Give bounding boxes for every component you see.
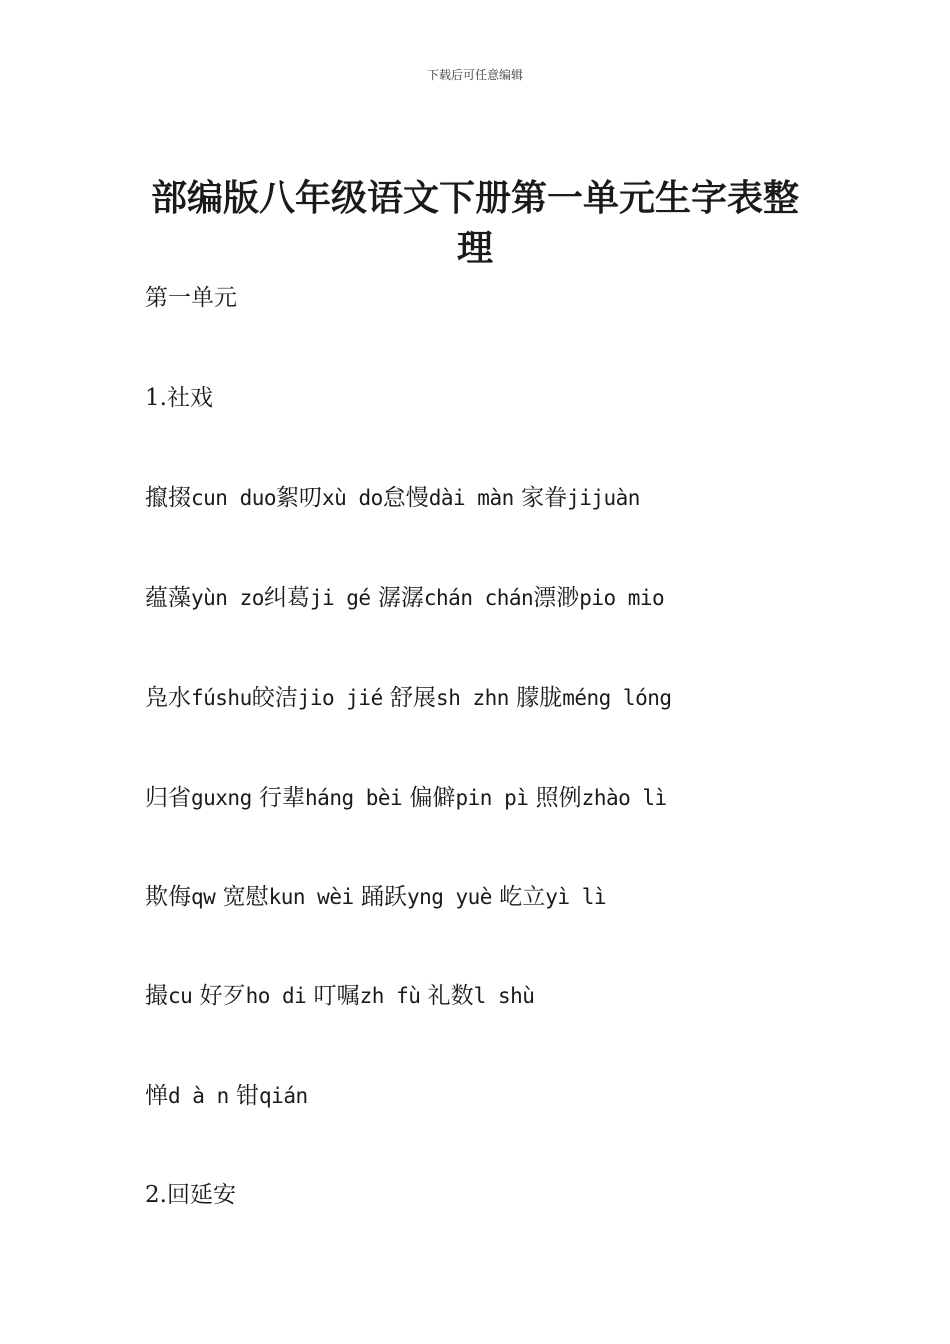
vocab-pinyin: ji gé <box>309 586 371 610</box>
vocab-pinyin: xù do <box>322 486 383 510</box>
vocab-row <box>145 583 825 613</box>
vocab-word: 惮 <box>145 1083 168 1109</box>
vocab-word: 攛掇 <box>145 485 191 511</box>
vocab-word: 纠葛 <box>263 585 310 611</box>
vocab-pinyin: l shù <box>473 984 535 1008</box>
vocab-pinyin: zhào lì <box>581 786 667 810</box>
vocab-pinyin: kun wèi <box>268 885 354 909</box>
vocab-word: 好歹 <box>199 983 246 1009</box>
vocab-pinyin: pin pì <box>455 786 529 810</box>
vocab-pinyin: fúshu <box>191 686 252 710</box>
vocab-pinyin: jio jié <box>297 686 383 710</box>
vocab-pinyin: qw <box>191 885 216 909</box>
vocab-word: 照例 <box>535 785 582 811</box>
vocab-word: 欺侮 <box>145 884 191 910</box>
vocab-pinyin: jijuàn <box>567 486 640 510</box>
vocab-word: 蕴藻 <box>145 585 191 611</box>
vocab-pinyin: ho di <box>245 984 307 1008</box>
vocab-word: 钳 <box>236 1083 260 1109</box>
vocab-word: 朦胧 <box>516 685 563 711</box>
vocab-word: 礼数 <box>427 983 474 1009</box>
document-title: 部编版八年级语文下册第一单元生字表整理 <box>150 178 799 269</box>
vocab-word: 怠慢 <box>382 485 429 511</box>
vocab-pinyin: méng lóng <box>562 686 672 710</box>
lesson-heading: 1.社戏 <box>145 385 213 411</box>
vocab-pinyin: guxng <box>191 786 252 810</box>
vocab-word: 撮 <box>145 983 168 1009</box>
vocab-pinyin: yng yuè <box>406 885 492 909</box>
vocab-word: 归省 <box>145 785 191 811</box>
vocab-pinyin: cun duo <box>191 486 277 510</box>
vocab-pinyin: háng bèi <box>305 786 403 810</box>
vocab-word: 皎洁 <box>251 685 298 711</box>
vocab-word: 家眷 <box>521 485 568 511</box>
vocab-pinyin: sh zhn <box>436 686 509 710</box>
vocab-pinyin: dài màn <box>428 486 514 510</box>
unit-heading: 第一单元 <box>145 285 237 311</box>
vocab-pinyin: d à n <box>168 1084 229 1108</box>
vocab-word: 踊跃 <box>360 884 407 910</box>
vocab-word: 潺潺 <box>377 585 424 611</box>
vocab-row <box>145 683 825 713</box>
vocab-word: 行辈 <box>259 785 306 811</box>
vocab-word: 凫水 <box>145 685 191 711</box>
vocab-pinyin: chán chán <box>423 586 534 610</box>
vocab-pinyin: yì lì <box>545 885 606 909</box>
vocab-pinyin: cu <box>168 984 193 1008</box>
vocab-pinyin: qián <box>259 1084 308 1108</box>
lesson-heading: 2.回延安 <box>145 1182 236 1208</box>
vocab-word: 舒展 <box>390 685 437 711</box>
page-header-note: 下载后可任意编辑 <box>426 68 523 82</box>
vocab-row <box>145 483 825 513</box>
vocab-pinyin: pio mio <box>579 586 665 610</box>
vocab-word: 偏僻 <box>409 785 456 811</box>
vocab-row <box>145 783 825 813</box>
vocab-word: 叮嘱 <box>313 983 360 1009</box>
vocab-word: 漂渺 <box>533 585 580 611</box>
vocab-row <box>145 882 825 912</box>
vocab-row <box>145 981 825 1011</box>
vocab-word: 屹立 <box>499 884 546 910</box>
vocab-pinyin: zh fù <box>359 984 421 1008</box>
vocab-row <box>145 1081 825 1111</box>
vocab-word: 宽慰 <box>222 884 269 910</box>
vocab-pinyin: yùn zo <box>191 586 264 610</box>
vocab-word: 絮叨 <box>276 485 323 511</box>
